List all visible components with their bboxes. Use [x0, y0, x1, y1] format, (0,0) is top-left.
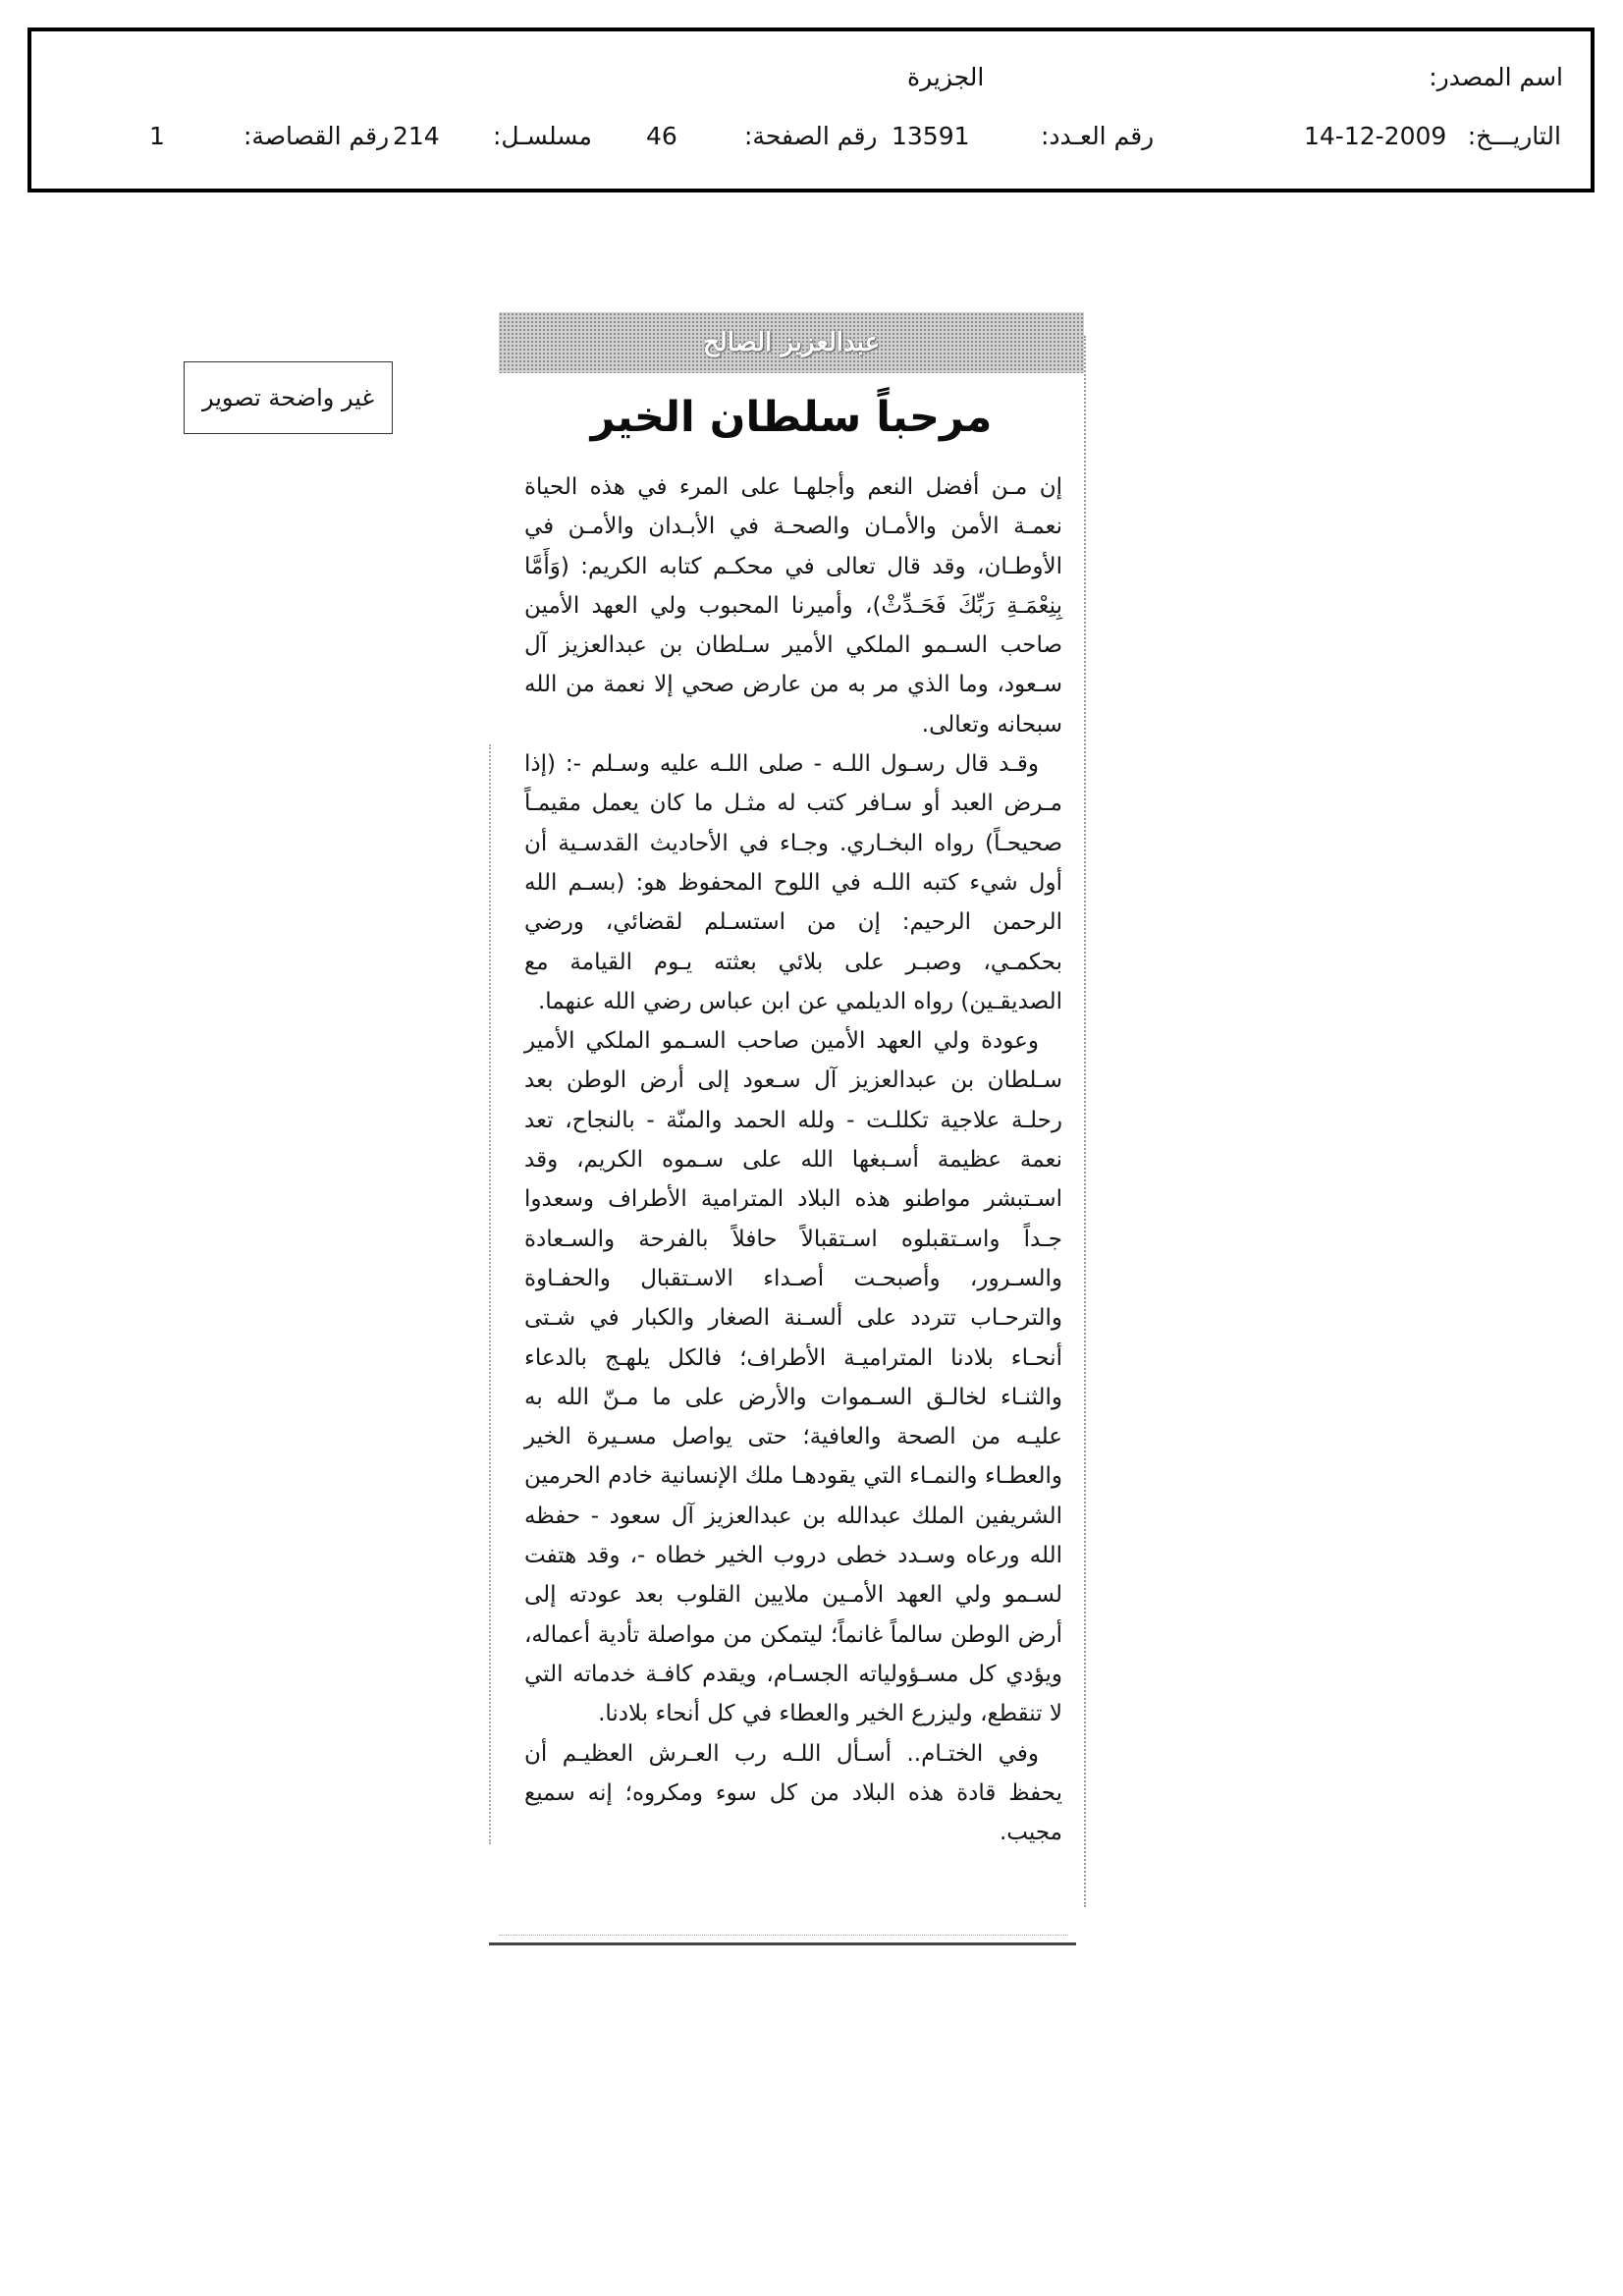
serial-label: مسلسـل: — [493, 122, 592, 150]
article-paragraph: إن مـن أفضل النعم وأجلهـا على المرء في هذه الحياة نعمـة الأمن والأمـان والصحـة في الأبـدان والأمـن في الأوطـان، وقد قال تعالى في محكـم كتابه الكريم: (وَأَمَّا بِنِعْمَـةِ رَبِّكَ فَحَـدِّثْ)، وأميرنا المحبوب ولي العهد الأمين صاحب السـمو الملكي الأمير سـلطان بن عبدالعزيز آل سـعود، وما الذي مر به من عارض صحي إلا نعمة من الله سبحانه وتعالى. — [524, 474, 1062, 738]
date-value: 14-12-2009 — [1304, 122, 1447, 150]
clip-number-value: 1 — [149, 122, 165, 150]
article-body — [524, 467, 1062, 1852]
page-value: 46 — [646, 122, 677, 150]
clip-number-label: رقم القصاصة: — [243, 122, 390, 150]
clipping-edge-right — [1082, 336, 1086, 1907]
metadata-header-box — [27, 27, 1595, 192]
page-label: رقم الصفحة: — [744, 122, 878, 150]
article-paragraph: وقـد قال رسـول اللـه - صلى اللـه عليه وسـلم -: (إذا مـرض العبد أو سـافر كتب له مثـل ما كان يعمل مقيمـاً صحيحـاً) رواه البخـاري. وجـاء في الأحاديث القدسـية أن أول شيء كتبه اللـه في اللوح المحفوظ هو: (بسـم الله الرحمن الرحيم: إن من استسـلم لقضائي، ورضي بحكمـي، وصبـر على بلائي بعثته يـوم القيامة مع الصديقـين) رواه الديلمي عن ابن عباس رضي الله عنهما. — [524, 751, 1062, 1014]
author-byline: عبدالعزيز الصالح — [499, 312, 1084, 373]
clipping-edge-left — [489, 744, 493, 1844]
clipping-bottom-rule — [489, 1942, 1076, 1945]
article-title: مرحباً سلطان الخير — [590, 393, 993, 442]
source-value: الجزيرة — [907, 63, 985, 91]
newspaper-clipping — [489, 312, 1086, 1942]
article-paragraph: وعودة ولي العهد الأمين صاحب السـمو الملكي الأمير سـلطان بن عبدالعزيز آل سـعود إلى أرض الوطن بعد رحلـة علاجية تكللـت - ولله الحمد والمنّة - بالنجاح، تعد نعمة عظيمة أسـبغها الله على سـموه الكريم، وقد اسـتبشر مواطنو هذه البلاد المترامية الأطراف وسعدوا جـداً واسـتقبلوه اسـتقبالاً حافلاً بالفرحة والسـعادة والسـرور، وأصبحـت أصـداء الاسـتقبال والحفـاوة والترحـاب تتردد على ألسـنة الصغار والكبار في شـتى أنحـاء بلادنا المتراميـة الأطراف؛ فالكل يلهـج بالدعاء والثنـاء لخالـق السـموات والأرض على ما مـنّ الله به عليـه من الصحة والعافية؛ حتى يواصل مسـيرة الخير والعطـاء والنمـاء التي يقودهـا ملك الإنسانية خادم الحرمين الشريفين الملك عبدالله بن عبدالعزيز آل سعود - حفظه الله ورعاه وسـدد خطى دروب الخير خطاه -، وقد هتفت لسـمو ولي العهد الأمـين ملايين القلوب بعد عودته إلى أرض الوطن سالماً غانماً؛ ليتمكن من مواصلة تأدية أعماله، ويؤدي كل مسـؤولياته الجسـام، ويقدم كافـة خدماته التي لا تنقطع، وليزرع الخير والعطاء في كل أنحاء بلادنا. — [524, 1028, 1062, 1727]
article-paragraph: وفي الختـام.. أسـأل اللـه رب العـرش العظيـم أن يحفظ قادة هذه البلاد من كل سوء ومكروه؛ إنه سميع مجيب. — [524, 1740, 1062, 1846]
unclear-image-note: غير واضحة تصوير — [184, 361, 393, 434]
issue-value: 13591 — [892, 122, 970, 150]
source-label: اسم المصدر: — [1429, 63, 1563, 91]
clipping-bottom-dotted-rule — [499, 1935, 1068, 1936]
date-label: التاريـــخ: — [1467, 122, 1561, 150]
serial-value: 214 — [393, 122, 440, 150]
issue-label: رقم العـدد: — [1041, 122, 1155, 150]
